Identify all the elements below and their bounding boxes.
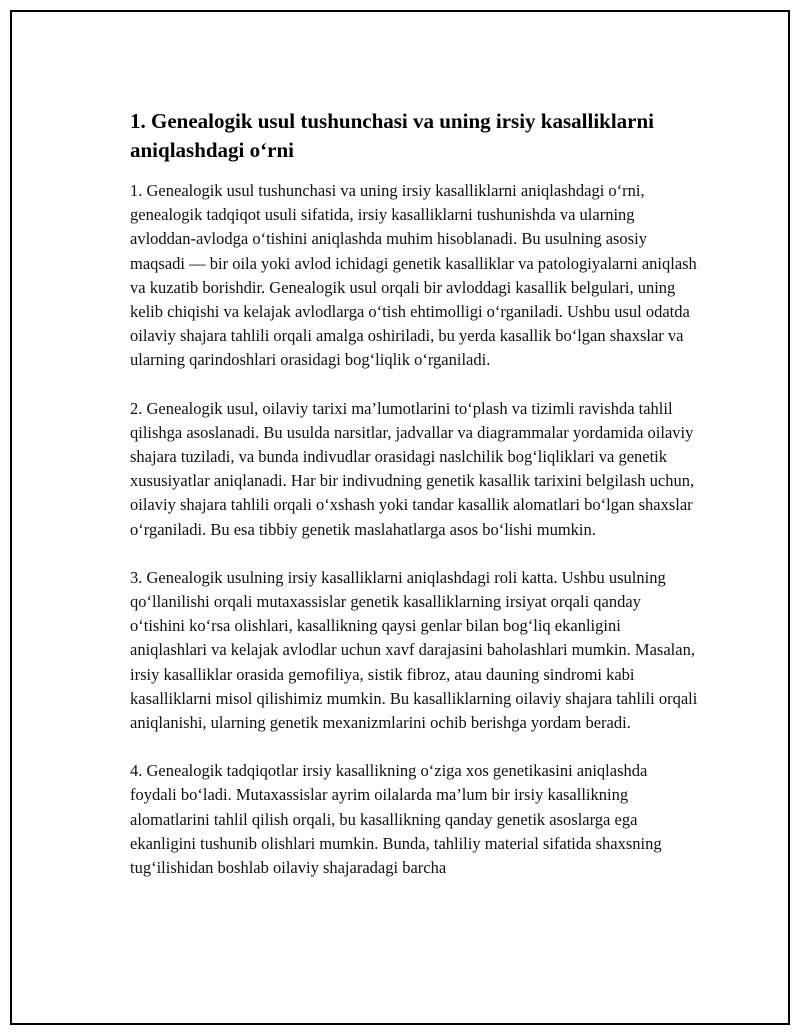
paragraph-3: 3. Genealogik usulning irsiy kasalliklarni aniqlashdagi roli katta. Ushbu usulning qo‘llanilishi orqali mutaxassislar genetik kasalliklarning irsiyat orqali qanday o‘tishini ko‘rsa olishlari, kasallikning qaysi genlar bilan bog‘liq ekanligini aniqlashlari va kelajak avlodlar uchun xavf darajasini baholashlari mumkin. Masalan, irsiy kasalliklar orasida gemofiliya, sistik fibroz, atau dauning sindromi kabi kasalliklarni misol qilishimiz mumkin. Bu kasalliklarning oilaviy shajara tahlili orqali aniqlanishi, ularning genetik mexanizmlarini ochib berishga yordam beradi. [130,567,698,733]
paragraph-1: 1. Genealogik usul tushunchasi va uning irsiy kasalliklarni aniqlashdagi o‘rni, genealogik tadqiqot usuli sifatida, irsiy kasalliklarni tushunishda va ularning avloddan-avlodga o‘tishini aniqlashda muhim hisoblanadi. Bu usulning asosiy maqsadi — bir oila yoki avlod ichidagi genetik kasalliklar va patologiyalarni aniqlash va kuzatib borishdir. Genealogik usul orqali bir avloddagi kasallik belgulari, uning kelib chiqishi va kelajak avlodlarga o‘tish ehtimolligi o‘rganiladi. Ushbu usul odatda oilaviy shajara tahlili orqali amalga oshiriladi, bu yerda kasallik bo‘lgan shaxslar va ularning qarindoshlari orasidagi bog‘liqlik o‘rganiladi. [130,181,697,370]
paragraph-2: 2. Genealogik usul, oilaviy tarixi ma’lumotlarini to‘plash va tizimli ravishda tahlil qilishga asoslanadi. Bu usulda narsitlar, jadvallar va diagrammalar yordamida oilaviy shajara tuziladi, va bunda indivudlar orasidagi naslchilik bog‘liqliklari va genetik xususiyatlar aniqlanadi. Har bir indivudning genetik kasallik tarixini belgilash uchun, oilaviy shajara tahlili orqali o‘xshash yoki tandar kasallik alomatlari bo‘lgan shaxslar o‘rganiladi. Bu esa tibbiy genetik maslahatlarga asos bo‘lishi mumkin. [130,398,695,539]
paragraph-4: 4. Genealogik tadqiqotlar irsiy kasallikning o‘ziga xos genetikasini aniqlashda foydali bo‘ladi. Mutaxassislar ayrim oilalarda ma’lum bir irsiy kasallikning alomatlarini tahlil qilish orqali, bu kasallikning qanday genetik asoslarga ega ekanligini tushunib olishlari mumkin. Bunda, tahliliy material sifatida shaxsning tug‘ilishidan boshlab oilaviy shajaradagi barcha [130,761,662,878]
page-frame [10,10,790,1025]
document-body [130,107,698,880]
document-title: 1. Genealogik usul tushunchasi va uning irsiy kasalliklarni aniqlashdagi o‘rni [130,109,654,162]
